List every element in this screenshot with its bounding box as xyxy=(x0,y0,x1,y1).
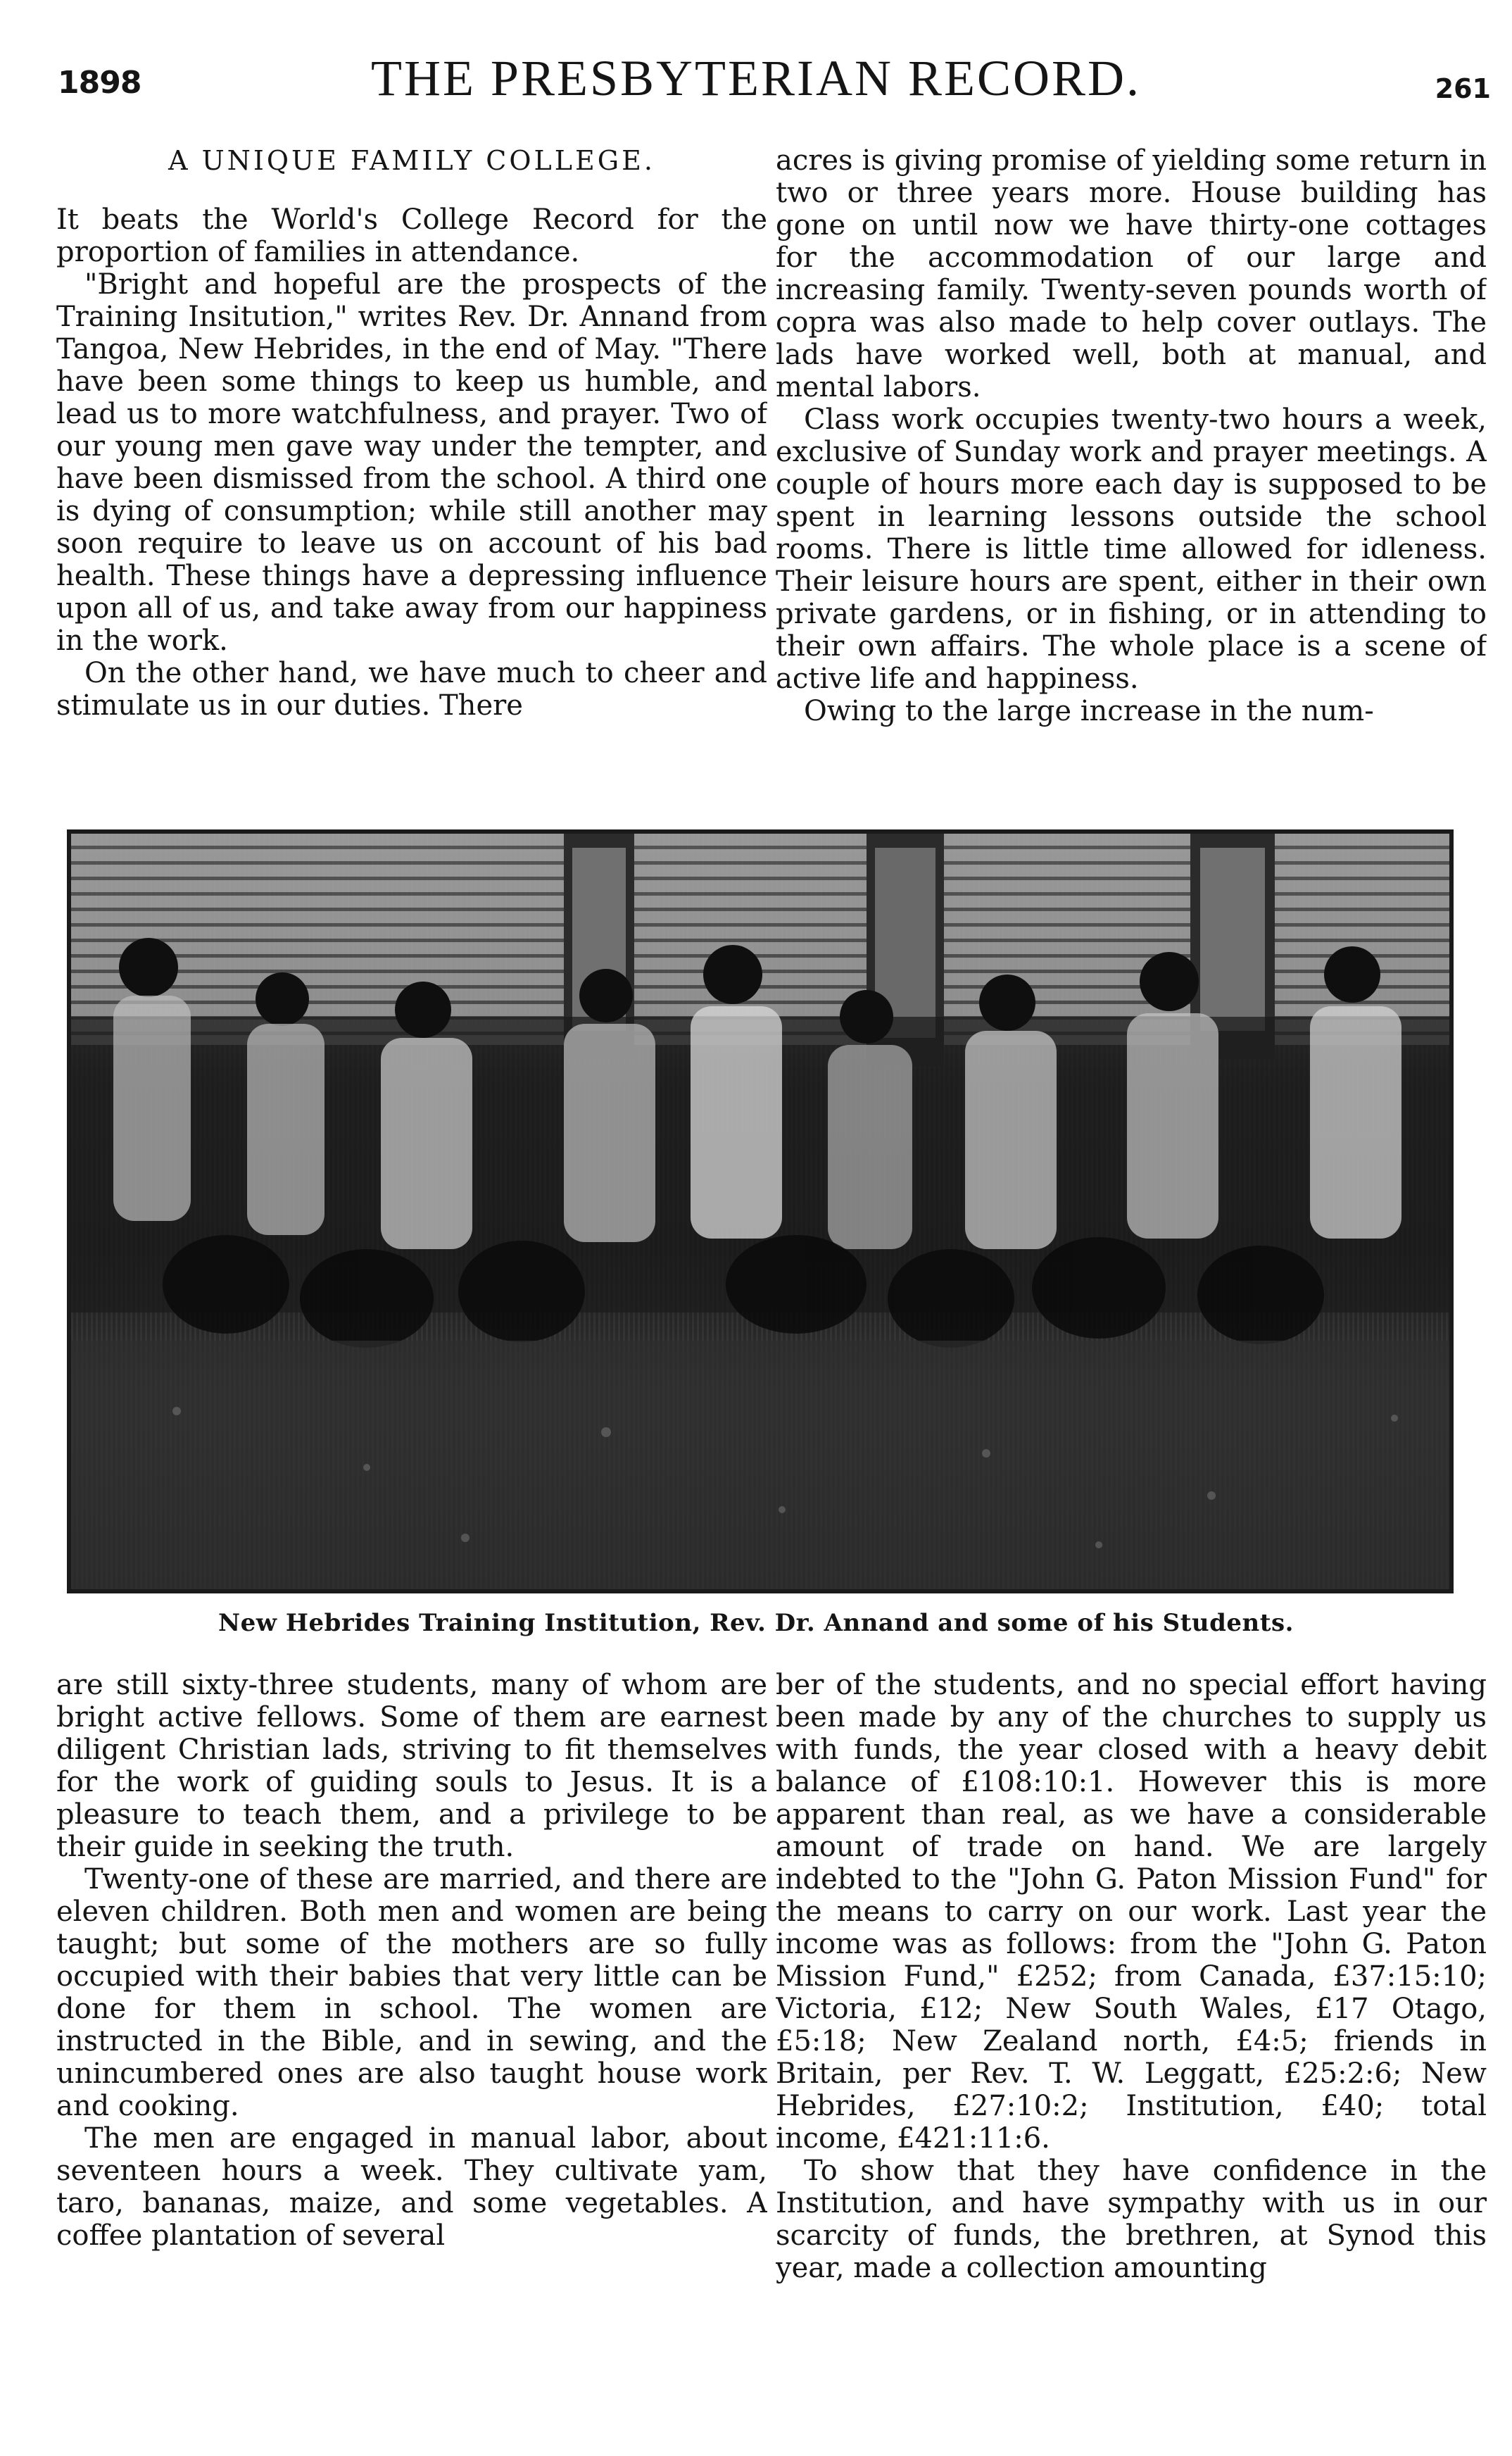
paragraph: The men are engaged in manual labor, about seventeen hours a week. They cultivate yam, taro, bananas, maize, and some vegetables. A coffee plantation of several xyxy=(56,2122,767,2252)
paragraph: acres is giving promise of yielding some return in two or three years more. House building has gone on until now we have thirty-one cottages for the accommodation of our large and increasing family. Twenty-seven pounds worth of copra was also made to help cover outlays. The lads have worked well, both at manual, and mental labors. xyxy=(776,144,1487,403)
article-heading: A UNIQUE FAMILY COLLEGE. xyxy=(168,145,655,176)
photo-caption: New Hebrides Training Institution, Rev. Dr. Annand and some of his Students. xyxy=(218,1609,1294,1637)
photo-illustration xyxy=(71,834,1449,1589)
page-header xyxy=(0,0,1512,127)
paragraph: To show that they have confidence in the Institution, and have sympathy with us in our scarcity of funds, the brethren, at Synod this year, made a collection amounting xyxy=(776,2155,1487,2284)
paragraph: are still sixty-three students, many of whom are bright active fellows. Some of them are earnest diligent Christian lads, striving to fit themselves for the work of guiding souls to Jesus. It is a pleasure to teach them, and a privilege to be their guide in seeking the truth. xyxy=(56,1669,767,1863)
article-column-top-right xyxy=(776,144,1487,796)
page-year: 1898 xyxy=(58,65,141,101)
page-number: 261 xyxy=(1435,73,1491,104)
article-column-bottom-right xyxy=(776,1669,1487,2331)
institution-group-photo xyxy=(67,829,1454,1593)
publication-title: THE PRESBYTERIAN RECORD. xyxy=(370,50,1142,106)
article-column-top-left xyxy=(56,144,767,796)
paragraph: On the other hand, we have much to cheer and stimulate us in our duties. There xyxy=(56,657,767,722)
article-column-bottom-left xyxy=(56,1669,767,2331)
paragraph: Owing to the large increase in the num- xyxy=(804,695,1374,727)
paragraph: ber of the students, and no special effort having been made by any of the churches to supply us with funds, the year closed with a heavy debit balance of £108:10:1. However this is more apparent than real, as we have a considerable amount of trade on hand. We are largely indebted to the "John G. Paton Mission Fund" for the means to carry on our work. Last year the income was as follows: from the "John G. Paton Mission Fund," £252; from Canada, £37:15:10; Victoria, £12; New South Wales, £17 Otago, £5:18; New Zealand north, £4:5; friends in Britain, per Rev. T. W. Leggatt, £25:2:6; New Hebrides, £27:10:2; Institution, £40; total income, £421:11:6. xyxy=(776,1669,1487,2155)
paragraph: "Bright and hopeful are the prospects of the Training Insitution," writes Rev. Dr. Annand from Tangoa, New Hebrides, in the end of May. "There have been some things to keep us humble, and lead us to more watchfulness, and prayer. Two of our young men gave way under the tempter, and have been dismissed from the school. A third one is dying of consumption; while still another may soon require to leave us on account of his bad health. These things have a depressing influence upon all of us, and take away from our happiness in the work. xyxy=(56,268,767,657)
paragraph: Twenty-one of these are married, and there are eleven children. Both men and women are being taught; but some of the mothers are so fully occupied with their babies that very little can be done for them in school. The women are instructed in the Bible, and in sewing, and the unincumbered ones are also taught house work and cooking. xyxy=(56,1863,767,2122)
paragraph: It beats the World's College Record for the proportion of families in attendance. xyxy=(56,203,767,268)
paragraph: Class work occupies twenty-two hours a week, exclusive of Sunday work and prayer meetings. A couple of hours more each day is supposed to be spent in learning lessons outside the school rooms. There is little time allowed for idleness. Their leisure hours are spent, either in their own private gardens, or in fishing, or in attending to their own affairs. The whole place is a scene of active life and happiness. xyxy=(776,403,1487,695)
